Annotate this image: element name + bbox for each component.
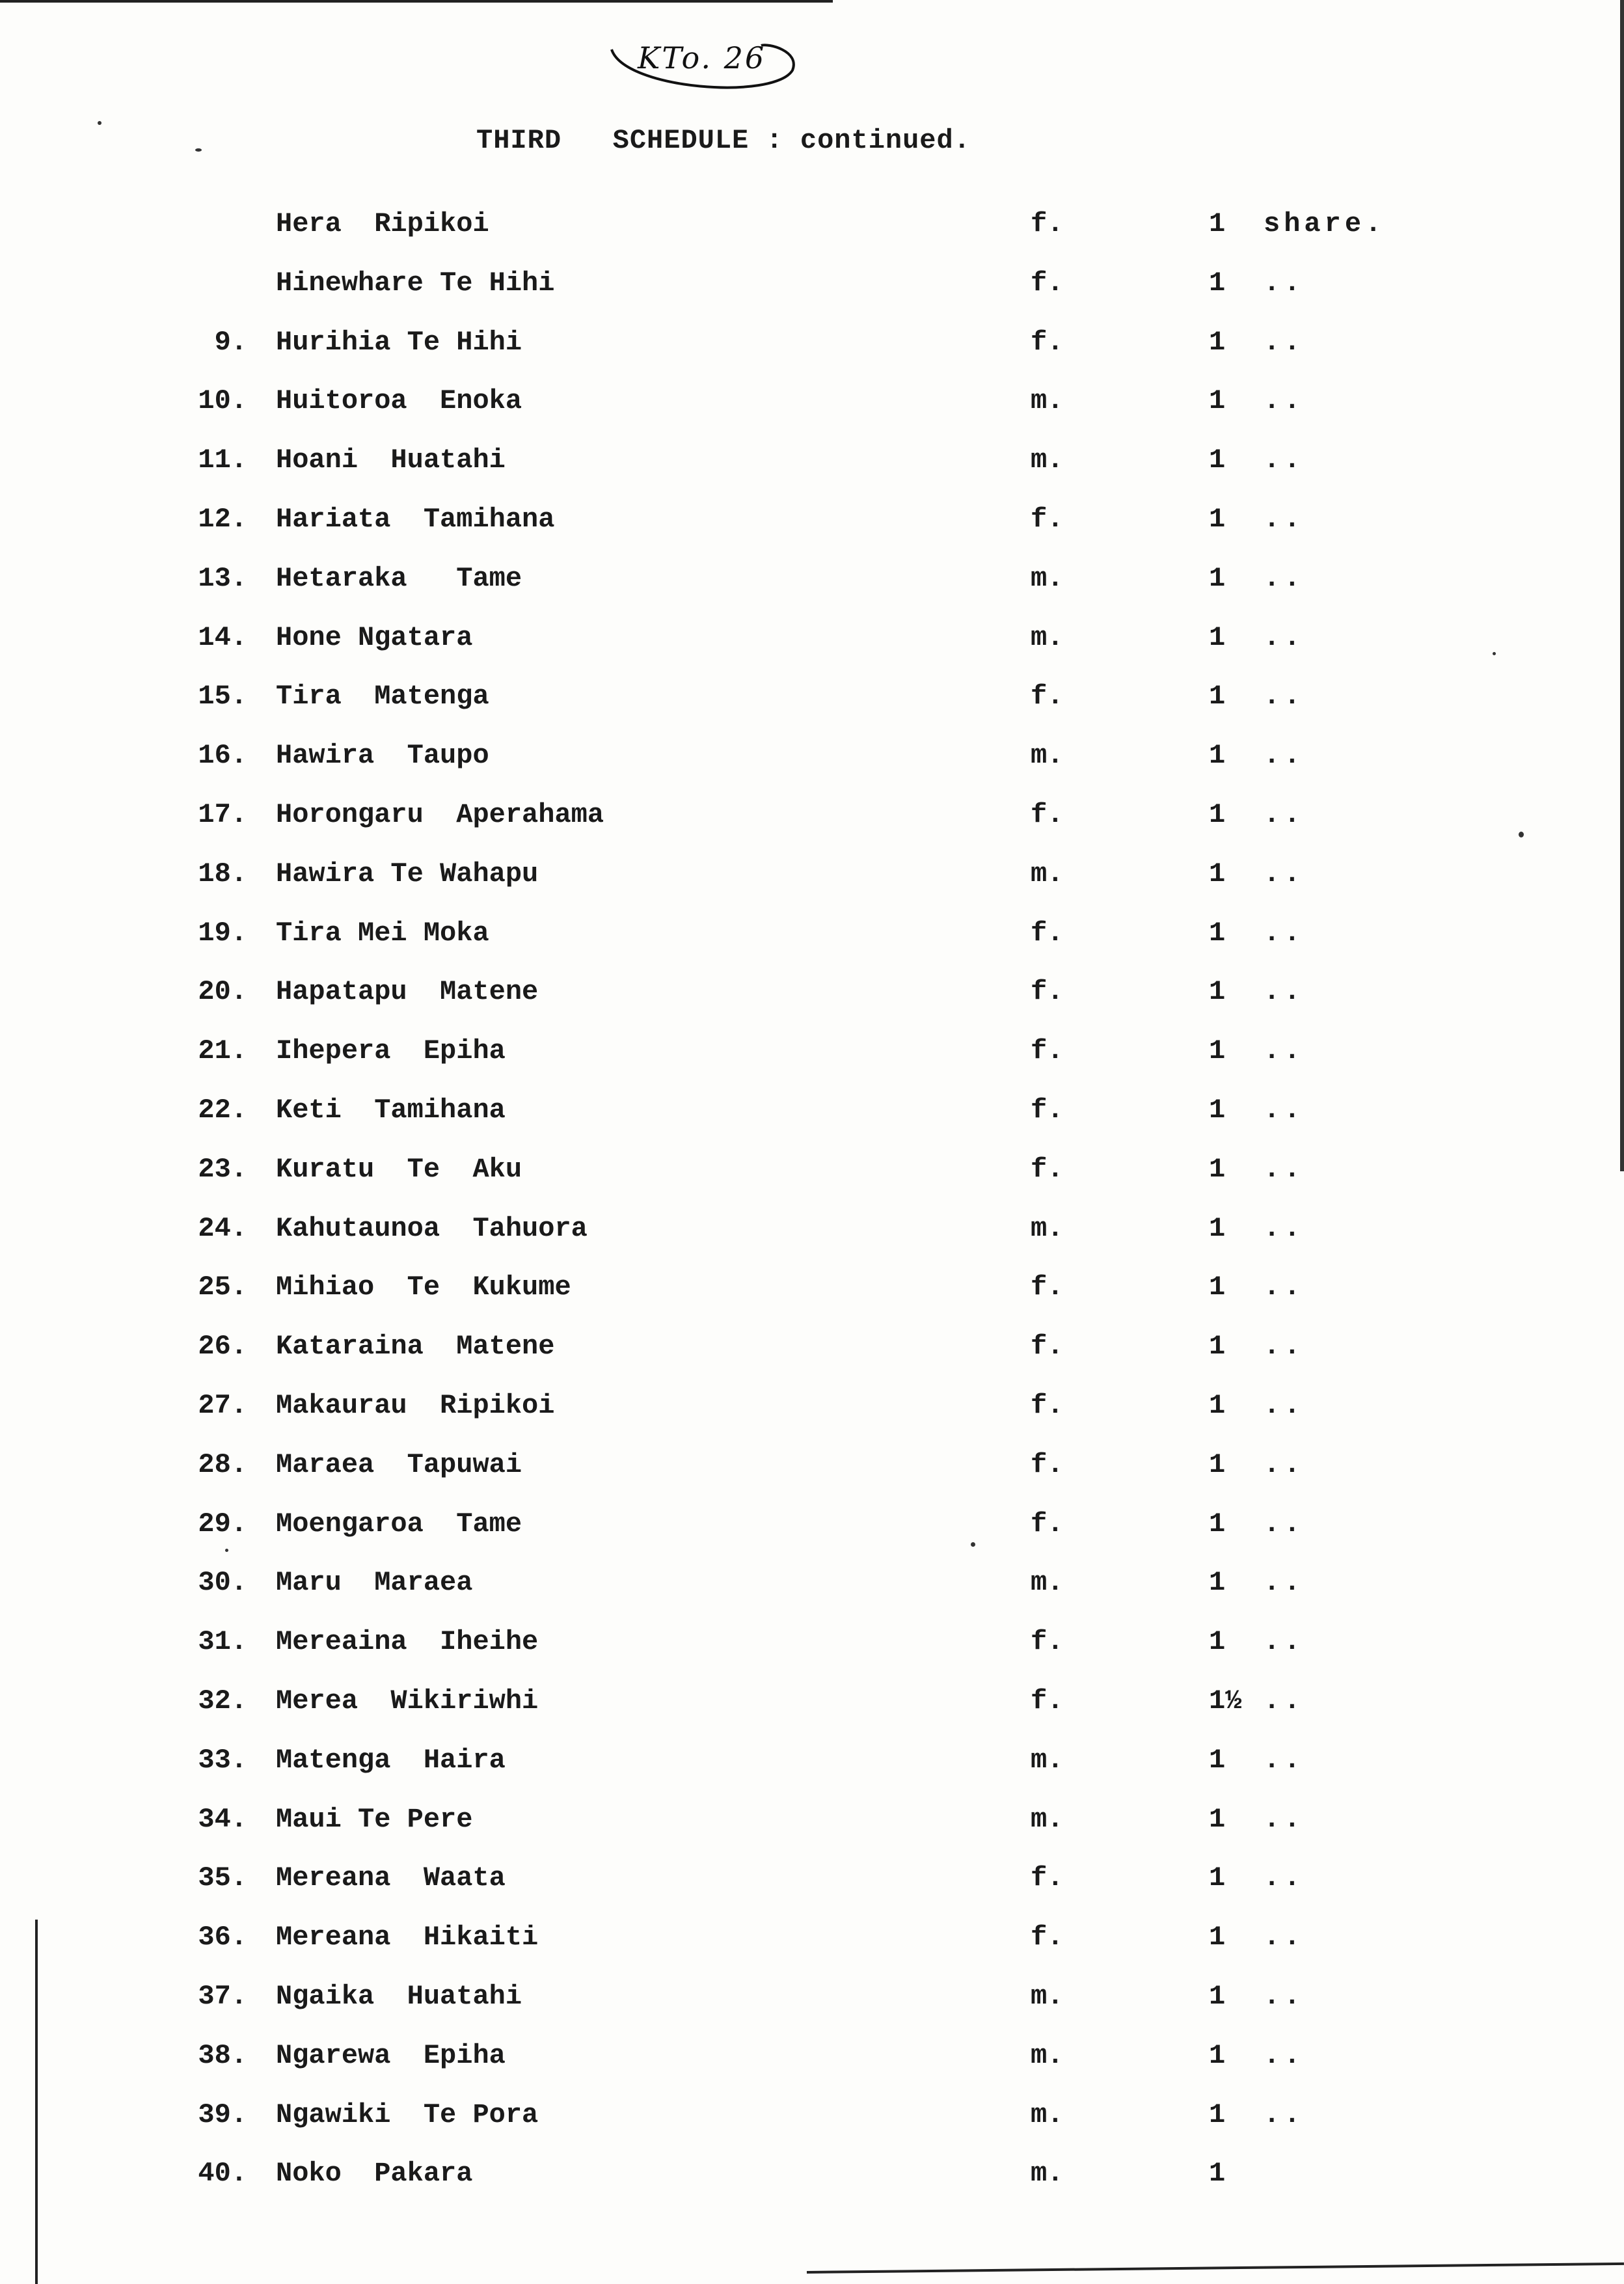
schedule-row xyxy=(0,444,1624,504)
row-number: 21. xyxy=(198,1035,247,1067)
sex-code: f. xyxy=(1031,1448,1064,1480)
sex-code: m. xyxy=(1031,562,1064,594)
share-count: 1 xyxy=(1209,1744,1226,1776)
share-unit: .. xyxy=(1264,1331,1305,1363)
share-unit: .. xyxy=(1264,1744,1305,1776)
share-count: 1 xyxy=(1209,1508,1226,1540)
owner-name: Merea Wikiriwhi xyxy=(276,1685,539,1717)
share-count: 1 xyxy=(1209,1035,1226,1067)
schedule-row xyxy=(0,622,1624,681)
share-count: 1 xyxy=(1209,385,1226,417)
owner-name: Ngawiki Te Pora xyxy=(276,2099,539,2130)
share-unit: .. xyxy=(1264,798,1305,830)
sex-code: m. xyxy=(1031,1567,1064,1599)
row-number: 37. xyxy=(198,1980,247,2012)
row-number: 38. xyxy=(198,2039,247,2071)
sex-code: m. xyxy=(1031,2039,1064,2071)
sex-code: f. xyxy=(1031,1035,1064,1067)
row-number: 33. xyxy=(198,1744,247,1776)
schedule-row xyxy=(0,1331,1624,1390)
sex-code: m. xyxy=(1031,740,1064,772)
row-number: 10. xyxy=(198,385,247,417)
row-number: 9. xyxy=(214,326,247,358)
share-unit: .. xyxy=(1264,1094,1305,1126)
owner-name: Hone Ngatara xyxy=(276,621,473,653)
share-unit: share. xyxy=(1264,208,1386,239)
share-unit: .. xyxy=(1264,976,1305,1008)
row-number: 26. xyxy=(198,1331,247,1363)
row-number: 15. xyxy=(198,681,247,713)
share-count: 1 xyxy=(1209,1922,1226,1953)
schedule-row xyxy=(0,1094,1624,1154)
share-count: 1 xyxy=(1209,2039,1226,2071)
share-count: 1 xyxy=(1209,503,1226,535)
sex-code: m. xyxy=(1031,2099,1064,2130)
schedule-title: THIRD SCHEDULE : continued. xyxy=(476,125,971,156)
row-number: 13. xyxy=(198,562,247,594)
owner-name: Maru Maraea xyxy=(276,1567,473,1599)
schedule-row xyxy=(0,267,1624,327)
scan-speck xyxy=(1519,832,1524,837)
row-number: 29. xyxy=(198,1508,247,1540)
share-count: 1 xyxy=(1209,1094,1226,1126)
row-number: 31. xyxy=(198,1626,247,1658)
owner-name: Kataraina Matene xyxy=(276,1331,555,1363)
sex-code: f. xyxy=(1031,1153,1064,1185)
owner-name: Ngarewa Epiha xyxy=(276,2039,506,2071)
row-number: 30. xyxy=(198,1567,247,1599)
row-number: 27. xyxy=(198,1389,247,1421)
sex-code: f. xyxy=(1031,1331,1064,1363)
share-unit: .. xyxy=(1264,562,1305,594)
row-number: 24. xyxy=(198,1212,247,1244)
row-number: 39. xyxy=(198,2099,247,2130)
schedule-row xyxy=(0,1862,1624,1922)
owner-name: Keti Tamihana xyxy=(276,1094,506,1126)
scan-edge-bottom xyxy=(807,2263,1624,2274)
sex-code: f. xyxy=(1031,1626,1064,1658)
owner-name: Hera Ripikoi xyxy=(276,208,489,239)
sex-code: m. xyxy=(1031,2158,1064,2190)
schedule-row xyxy=(0,681,1624,740)
row-number: 16. xyxy=(198,740,247,772)
row-number: 14. xyxy=(198,621,247,653)
share-unit: .. xyxy=(1264,1212,1305,1244)
share-unit: .. xyxy=(1264,1803,1305,1835)
sex-code: f. xyxy=(1031,1271,1064,1303)
owner-name: Tira Matenga xyxy=(276,681,489,713)
sex-code: f. xyxy=(1031,681,1064,713)
owner-name: Makaurau Ripikoi xyxy=(276,1389,555,1421)
schedule-row xyxy=(0,799,1624,858)
schedule-row xyxy=(0,2040,1624,2099)
sex-code: m. xyxy=(1031,858,1064,890)
share-count: 1 xyxy=(1209,1803,1226,1835)
owner-name: Tira Mei Moka xyxy=(276,917,489,949)
share-unit: .. xyxy=(1264,2099,1305,2130)
share-count: 1 xyxy=(1209,1331,1226,1363)
share-count: 1 xyxy=(1209,1567,1226,1599)
share-count: 1 xyxy=(1209,208,1226,239)
owner-name: Ihepera Epiha xyxy=(276,1035,506,1067)
row-number: 20. xyxy=(198,976,247,1008)
schedule-row xyxy=(0,1213,1624,1272)
schedule-row xyxy=(0,1508,1624,1568)
schedule-row xyxy=(0,858,1624,918)
owner-name: Hetaraka Tame xyxy=(276,562,522,594)
row-number: 23. xyxy=(198,1153,247,1185)
share-unit: .. xyxy=(1264,1153,1305,1185)
row-number: 36. xyxy=(198,1922,247,1953)
sex-code: f. xyxy=(1031,1862,1064,1894)
row-number: 18. xyxy=(198,858,247,890)
share-count: 1 xyxy=(1209,858,1226,890)
owner-name: Mereana Hikaiti xyxy=(276,1922,539,1953)
schedule-list xyxy=(0,208,1624,2217)
share-unit: .. xyxy=(1264,267,1305,299)
row-number: 35. xyxy=(198,1862,247,1894)
share-count: 1 xyxy=(1209,444,1226,476)
share-unit: .. xyxy=(1264,385,1305,417)
share-count: 1 xyxy=(1209,326,1226,358)
share-count: 1 xyxy=(1209,267,1226,299)
schedule-row xyxy=(0,1154,1624,1213)
share-count: 1 xyxy=(1209,681,1226,713)
share-unit: .. xyxy=(1264,1685,1305,1717)
schedule-row xyxy=(0,208,1624,267)
schedule-row xyxy=(0,2099,1624,2158)
sex-code: f. xyxy=(1031,1389,1064,1421)
share-count: 1 xyxy=(1209,1862,1226,1894)
owner-name: Mihiao Te Kukume xyxy=(276,1271,571,1303)
share-unit: .. xyxy=(1264,1389,1305,1421)
share-count: 1 xyxy=(1209,1153,1226,1185)
schedule-row xyxy=(0,1626,1624,1685)
reference-number: KTo. 26 xyxy=(638,40,766,75)
row-number: 17. xyxy=(198,798,247,830)
sex-code: m. xyxy=(1031,444,1064,476)
schedule-row xyxy=(0,1271,1624,1331)
share-unit: .. xyxy=(1264,858,1305,890)
scan-edge-top xyxy=(0,0,833,3)
share-unit: .. xyxy=(1264,1448,1305,1480)
share-unit: .. xyxy=(1264,503,1305,535)
share-unit: .. xyxy=(1264,326,1305,358)
share-count: 1 xyxy=(1209,2099,1226,2130)
sex-code: f. xyxy=(1031,1922,1064,1953)
schedule-row xyxy=(0,504,1624,563)
share-unit: .. xyxy=(1264,2039,1305,2071)
schedule-row xyxy=(0,1685,1624,1745)
owner-name: Hinewhare Te Hihi xyxy=(276,267,555,299)
sex-code: f. xyxy=(1031,976,1064,1008)
scan-speck xyxy=(971,1542,975,1547)
schedule-row xyxy=(0,740,1624,799)
schedule-row xyxy=(0,1390,1624,1449)
sex-code: f. xyxy=(1031,208,1064,239)
owner-name: Horongaru Aperahama xyxy=(276,798,604,830)
sex-code: f. xyxy=(1031,798,1064,830)
row-number: 40. xyxy=(198,2158,247,2190)
share-count: 1 xyxy=(1209,1448,1226,1480)
schedule-row xyxy=(0,976,1624,1035)
row-number: 34. xyxy=(198,1803,247,1835)
share-count: 1 xyxy=(1209,1271,1226,1303)
sex-code: m. xyxy=(1031,385,1064,417)
sex-code: m. xyxy=(1031,1803,1064,1835)
share-unit: .. xyxy=(1264,1567,1305,1599)
owner-name: Hawira Te Wahapu xyxy=(276,858,539,890)
owner-name: Mereaina Iheihe xyxy=(276,1626,539,1658)
sex-code: f. xyxy=(1031,503,1064,535)
row-number: 11. xyxy=(198,444,247,476)
share-count: 1 xyxy=(1209,917,1226,949)
sex-code: f. xyxy=(1031,267,1064,299)
row-number: 32. xyxy=(198,1685,247,1717)
row-number: 19. xyxy=(198,917,247,949)
owner-name: Hariata Tamihana xyxy=(276,503,555,535)
scan-speck xyxy=(98,121,102,125)
sex-code: f. xyxy=(1031,1685,1064,1717)
sex-code: m. xyxy=(1031,621,1064,653)
schedule-row xyxy=(0,1804,1624,1863)
share-unit: .. xyxy=(1264,740,1305,772)
share-unit: .. xyxy=(1264,1035,1305,1067)
scan-speck xyxy=(195,148,202,152)
share-count: 1 xyxy=(1209,798,1226,830)
row-number: 22. xyxy=(198,1094,247,1126)
schedule-row xyxy=(0,1567,1624,1626)
share-unit: .. xyxy=(1264,681,1305,713)
share-unit: .. xyxy=(1264,621,1305,653)
owner-name: Kuratu Te Aku xyxy=(276,1153,522,1185)
row-number: 12. xyxy=(198,503,247,535)
owner-name: Huitoroa Enoka xyxy=(276,385,522,417)
schedule-row xyxy=(0,1981,1624,2040)
sex-code: f. xyxy=(1031,1508,1064,1540)
owner-name: Hapatapu Matene xyxy=(276,976,539,1008)
schedule-row xyxy=(0,385,1624,444)
sex-code: f. xyxy=(1031,1094,1064,1126)
share-unit: .. xyxy=(1264,1980,1305,2012)
share-unit: .. xyxy=(1264,1271,1305,1303)
schedule-row xyxy=(0,563,1624,622)
share-count: 1 xyxy=(1209,1212,1226,1244)
owner-name: Mereana Waata xyxy=(276,1862,506,1894)
share-unit: .. xyxy=(1264,1508,1305,1540)
schedule-row xyxy=(0,2158,1624,2217)
schedule-row xyxy=(0,1035,1624,1094)
share-count: 1 xyxy=(1209,562,1226,594)
schedule-row xyxy=(0,918,1624,977)
share-unit: .. xyxy=(1264,1922,1305,1953)
owner-name: Hawira Taupo xyxy=(276,740,489,772)
owner-name: Maui Te Pere xyxy=(276,1803,473,1835)
schedule-row xyxy=(0,1745,1624,1804)
share-count: 1 xyxy=(1209,740,1226,772)
sex-code: f. xyxy=(1031,326,1064,358)
sex-code: m. xyxy=(1031,1980,1064,2012)
row-number: 28. xyxy=(198,1448,247,1480)
share-count: 1 xyxy=(1209,1626,1226,1658)
share-unit: .. xyxy=(1264,444,1305,476)
share-count: 1 xyxy=(1209,621,1226,653)
share-unit: .. xyxy=(1264,917,1305,949)
sex-code: m. xyxy=(1031,1212,1064,1244)
owner-name: Hoani Huatahi xyxy=(276,444,506,476)
share-count: 1 xyxy=(1209,1389,1226,1421)
share-count: 1 xyxy=(1209,2158,1226,2190)
schedule-row xyxy=(0,1449,1624,1508)
share-count: 1 xyxy=(1209,1980,1226,2012)
owner-name: Ngaika Huatahi xyxy=(276,1980,522,2012)
share-count: 1½ xyxy=(1209,1685,1242,1717)
sex-code: m. xyxy=(1031,1744,1064,1776)
owner-name: Moengaroa Tame xyxy=(276,1508,522,1540)
owner-name: Matenga Haira xyxy=(276,1744,506,1776)
schedule-row xyxy=(0,1922,1624,1981)
owner-name: Kahutaunoa Tahuora xyxy=(276,1212,588,1244)
share-unit: .. xyxy=(1264,1626,1305,1658)
share-count: 1 xyxy=(1209,976,1226,1008)
owner-name: Hurihia Te Hihi xyxy=(276,326,522,358)
sex-code: f. xyxy=(1031,917,1064,949)
row-number: 25. xyxy=(198,1271,247,1303)
share-unit: .. xyxy=(1264,1862,1305,1894)
owner-name: Noko Pakara xyxy=(276,2158,473,2190)
scan-speck xyxy=(1493,652,1496,655)
schedule-row xyxy=(0,327,1624,386)
owner-name: Maraea Tapuwai xyxy=(276,1448,522,1480)
scan-speck xyxy=(225,1549,228,1552)
